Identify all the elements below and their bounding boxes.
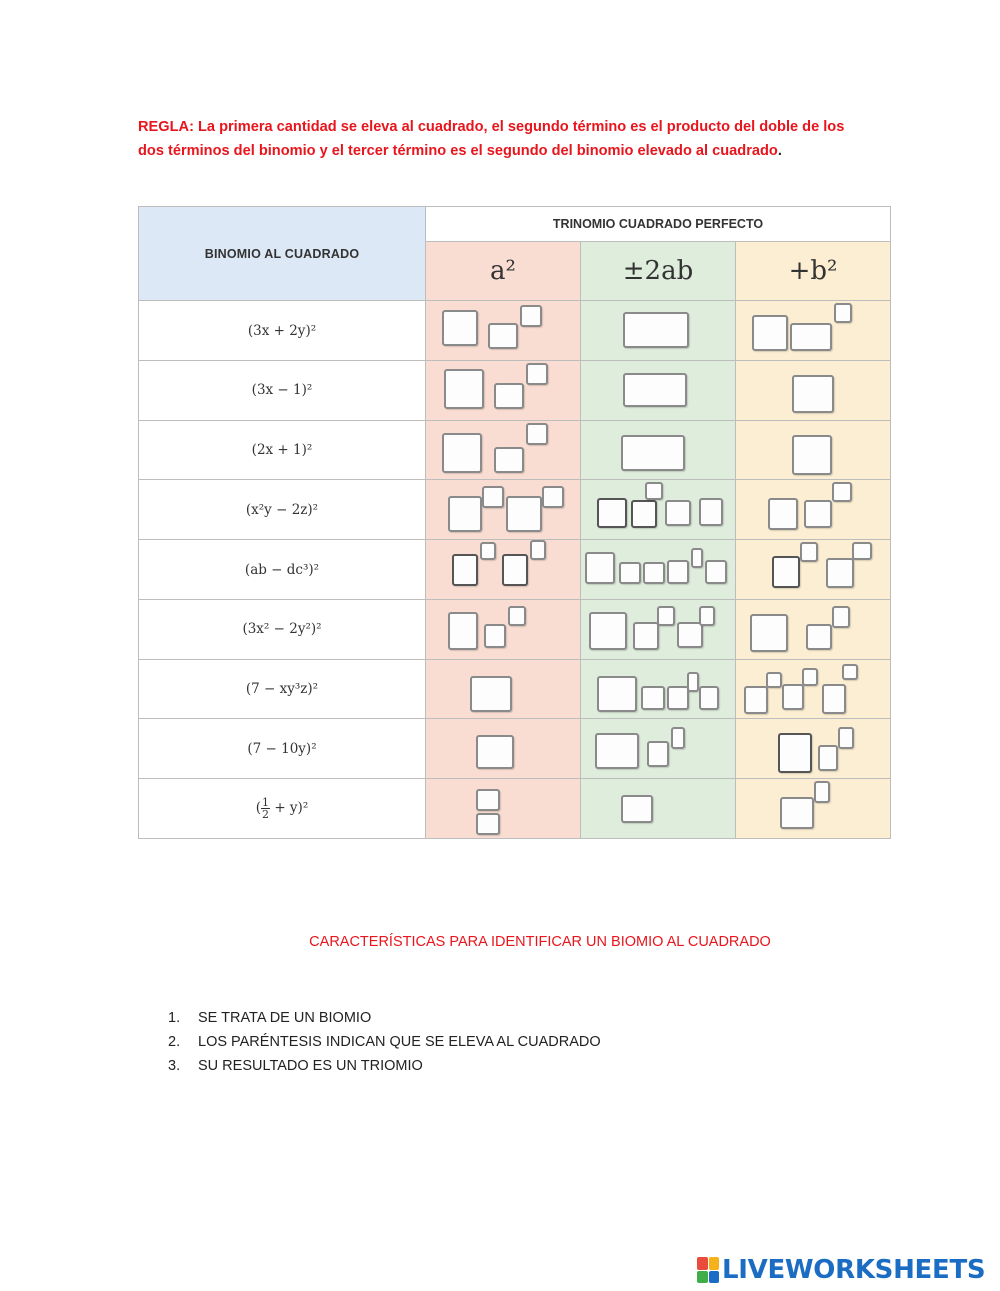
exponent-input[interactable] xyxy=(687,672,699,692)
exponent-input[interactable] xyxy=(852,542,872,560)
binomial-expression: (3x − 1)² xyxy=(139,360,426,420)
binomial-header: BINOMIO AL CUADRADO xyxy=(139,207,426,301)
answer-input[interactable] xyxy=(488,323,518,349)
answer-input[interactable] xyxy=(444,369,484,409)
binomial-expression: (7 − 10y)² xyxy=(139,719,426,779)
binomial-expression: (x²y − 2z)² xyxy=(139,480,426,540)
exponent-input[interactable] xyxy=(508,606,526,626)
answer-input[interactable] xyxy=(744,686,768,714)
answer-cell-a xyxy=(426,360,581,420)
exponent-input[interactable] xyxy=(814,781,830,803)
answer-cell-a xyxy=(426,719,581,779)
exponent-input[interactable] xyxy=(838,727,854,749)
exponent-input[interactable] xyxy=(671,727,685,749)
table-row xyxy=(139,540,891,600)
characteristics-list xyxy=(168,1006,601,1078)
answer-input[interactable] xyxy=(633,622,659,650)
answer-cell-b xyxy=(581,659,736,719)
answer-input[interactable] xyxy=(699,498,723,526)
table-row xyxy=(139,779,891,839)
exponent-input[interactable] xyxy=(530,540,546,560)
answer-input[interactable] xyxy=(448,496,482,532)
answer-input[interactable] xyxy=(597,498,627,528)
answer-input[interactable] xyxy=(476,813,500,835)
table-row xyxy=(139,360,891,420)
binomial-expression: (7 − xy³z)² xyxy=(139,659,426,719)
answer-input[interactable] xyxy=(641,686,665,710)
answer-input[interactable] xyxy=(778,733,812,773)
answer-input[interactable] xyxy=(623,373,687,407)
answer-cell-a xyxy=(426,540,581,600)
answer-cell-b xyxy=(581,779,736,839)
answer-input[interactable] xyxy=(623,312,689,348)
answer-input[interactable] xyxy=(768,498,798,530)
exponent-input[interactable] xyxy=(802,668,818,686)
answer-input[interactable] xyxy=(476,789,500,811)
answer-input[interactable] xyxy=(752,315,788,351)
answer-input[interactable] xyxy=(470,676,512,712)
exponent-input[interactable] xyxy=(526,423,548,445)
answer-input[interactable] xyxy=(772,556,800,588)
column-b-squared: +b² xyxy=(736,242,891,301)
answer-cell-c xyxy=(736,599,891,659)
worksheet-table xyxy=(138,206,890,839)
table-row xyxy=(139,599,891,659)
exponent-input[interactable] xyxy=(480,542,496,560)
answer-input[interactable] xyxy=(595,733,639,769)
table-row xyxy=(139,719,891,779)
answer-input[interactable] xyxy=(631,500,657,528)
column-a-squared: a² xyxy=(426,242,581,301)
answer-input[interactable] xyxy=(677,622,703,648)
list-item: 2. LOS PARÉNTESIS INDICAN QUE SE ELEVA AL CUADRADO xyxy=(168,1034,601,1050)
exponent-input[interactable] xyxy=(832,606,850,628)
answer-input[interactable] xyxy=(502,554,528,586)
answer-cell-a xyxy=(426,301,581,361)
answer-input[interactable] xyxy=(782,684,804,710)
answer-cell-c xyxy=(736,659,891,719)
answer-cell-c xyxy=(736,420,891,480)
answer-input[interactable] xyxy=(792,375,834,413)
exponent-input[interactable] xyxy=(842,664,858,680)
answer-input[interactable] xyxy=(494,383,524,409)
binomial-expression: (2x + 1)² xyxy=(139,420,426,480)
exponent-input[interactable] xyxy=(657,606,675,626)
answer-input[interactable] xyxy=(667,686,689,710)
exponent-input[interactable] xyxy=(520,305,542,327)
answer-input[interactable] xyxy=(780,797,814,829)
list-item: 3. SU RESULTADO ES UN TRIOMIO xyxy=(168,1058,423,1074)
characteristics-title: CARACTERÍSTICAS PARA IDENTIFICAR UN BIOMIO AL CUADRADO xyxy=(309,934,771,950)
answer-input[interactable] xyxy=(597,676,637,712)
answer-cell-b xyxy=(581,719,736,779)
answer-input[interactable] xyxy=(647,741,669,767)
answer-cell-a xyxy=(426,420,581,480)
trinomial-header: TRINOMIO CUADRADO PERFECTO xyxy=(426,207,891,242)
answer-input[interactable] xyxy=(705,560,727,584)
answer-input[interactable] xyxy=(826,558,854,588)
answer-input[interactable] xyxy=(792,435,832,475)
answer-cell-b xyxy=(581,480,736,540)
list-item: 1. SE TRATA DE UN BIOMIO xyxy=(168,1010,372,1026)
answer-input[interactable] xyxy=(790,323,832,351)
brand-name: LIVEWORKSHEETS xyxy=(722,1255,986,1285)
answer-input[interactable] xyxy=(806,624,832,650)
binomial-expression: (ab − dc³)² xyxy=(139,540,426,600)
exponent-input[interactable] xyxy=(832,482,852,502)
exponent-input[interactable] xyxy=(699,606,715,626)
exponent-input[interactable] xyxy=(691,548,703,568)
answer-cell-b xyxy=(581,360,736,420)
answer-cell-a xyxy=(426,480,581,540)
exponent-input[interactable] xyxy=(766,672,782,688)
rule-text: REGLA: La primera cantidad se eleva al cuadrado, el segundo término es el producto del doble de los dos términos del binomio y el tercer término es el segundo del binomio elevado al cuadrado. xyxy=(138,119,845,159)
answer-cell-c xyxy=(736,540,891,600)
answer-cell-a xyxy=(426,779,581,839)
answer-input[interactable] xyxy=(585,552,615,584)
table-row xyxy=(139,301,891,361)
table-row xyxy=(139,420,891,480)
answer-input[interactable] xyxy=(442,433,482,473)
answer-input[interactable] xyxy=(452,554,478,586)
answer-cell-c xyxy=(736,480,891,540)
answer-input[interactable] xyxy=(667,560,689,584)
exponent-input[interactable] xyxy=(834,303,852,323)
exponent-input[interactable] xyxy=(542,486,564,508)
answer-input[interactable] xyxy=(484,624,506,648)
answer-input[interactable] xyxy=(665,500,691,526)
answer-cell-b xyxy=(581,599,736,659)
answer-input[interactable] xyxy=(448,612,478,650)
answer-input[interactable] xyxy=(750,614,788,652)
answer-cell-a xyxy=(426,659,581,719)
answer-cell-b xyxy=(581,301,736,361)
exponent-input[interactable] xyxy=(526,363,548,385)
liveworksheets-logo xyxy=(697,1254,985,1286)
answer-input[interactable] xyxy=(494,447,524,473)
answer-cell-b xyxy=(581,540,736,600)
answer-input[interactable] xyxy=(621,435,685,471)
exponent-input[interactable] xyxy=(800,542,818,562)
answer-input[interactable] xyxy=(506,496,542,532)
answer-input[interactable] xyxy=(804,500,832,528)
binomial-expression: (3x + 2y)² xyxy=(139,301,426,361)
answer-input[interactable] xyxy=(699,686,719,710)
answer-input[interactable] xyxy=(818,745,838,771)
answer-input[interactable] xyxy=(822,684,846,714)
answer-input[interactable] xyxy=(619,562,641,584)
answer-cell-a xyxy=(426,599,581,659)
exponent-input[interactable] xyxy=(482,486,504,508)
answer-input[interactable] xyxy=(476,735,514,769)
answer-cell-b xyxy=(581,420,736,480)
binomial-expression: ( $\frac{1}{2}$ + y)² xyxy=(139,779,426,839)
answer-cell-c xyxy=(736,360,891,420)
answer-input[interactable] xyxy=(442,310,478,346)
exponent-input[interactable] xyxy=(645,482,663,500)
answer-cell-c xyxy=(736,719,891,779)
liveworksheets-icon xyxy=(697,1257,719,1283)
answer-input[interactable] xyxy=(589,612,627,650)
answer-cell-c xyxy=(736,779,891,839)
answer-cell-c xyxy=(736,301,891,361)
binomial-expression: (3x² − 2y²)² xyxy=(139,599,426,659)
column-two-ab: ±2ab xyxy=(581,242,736,301)
table-row xyxy=(139,480,891,540)
answer-input[interactable] xyxy=(621,795,653,823)
answer-input[interactable] xyxy=(643,562,665,584)
table-row xyxy=(139,659,891,719)
